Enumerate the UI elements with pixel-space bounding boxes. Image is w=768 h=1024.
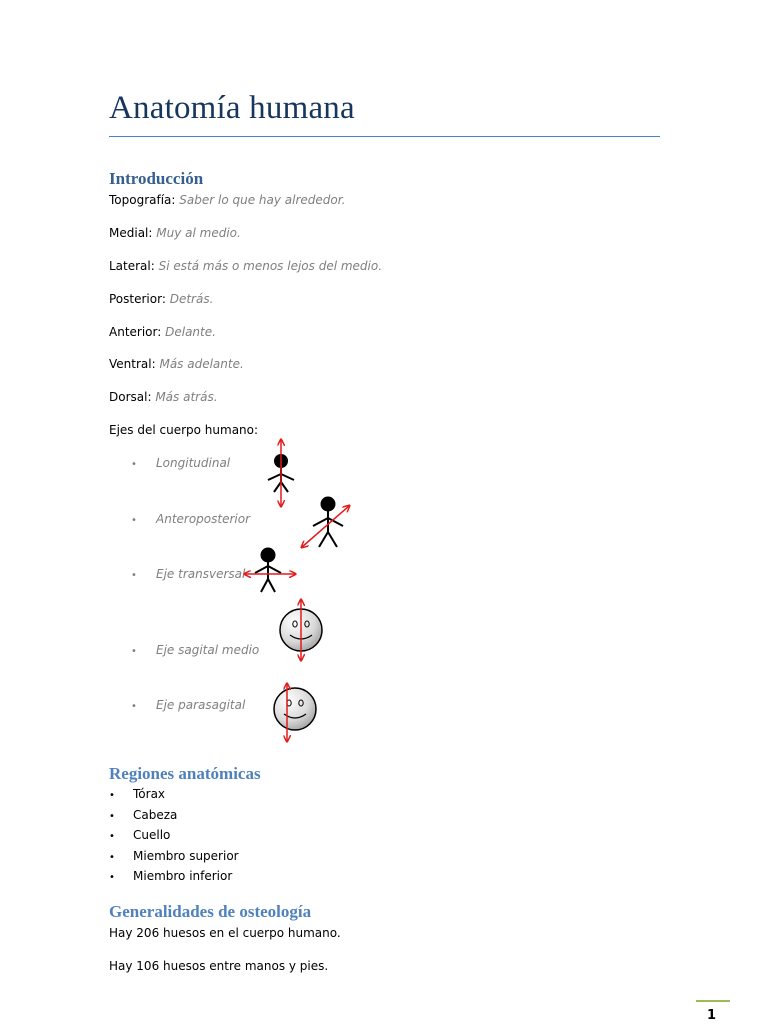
stick-figure-transversal-icon <box>242 545 298 595</box>
face-parasagittal-icon <box>270 681 320 745</box>
bullet-icon: • <box>109 811 115 822</box>
bullet-icon: • <box>131 701 137 712</box>
axis-label: Eje transversal <box>156 567 246 581</box>
bullet-icon: • <box>131 459 137 470</box>
definition-posterior <box>109 292 213 306</box>
definition-lateral <box>109 259 382 273</box>
list-item <box>109 869 232 883</box>
region-label: Miembro inferior <box>133 869 233 883</box>
definition-dorsal <box>109 390 218 404</box>
definition-value: Saber lo que hay alrededor. <box>179 193 346 207</box>
region-label: Miembro superior <box>133 849 239 863</box>
definition-value: Más atrás. <box>155 390 218 404</box>
axis-item-transversal <box>131 567 245 581</box>
definition-value: Muy al medio. <box>156 226 241 240</box>
axis-label: Anteroposterior <box>156 512 251 526</box>
axis-label: Eje sagital medio <box>156 643 260 657</box>
document-title: Anatomía humana <box>109 90 355 126</box>
definition-term: Dorsal: <box>109 390 152 404</box>
definition-ventral <box>109 357 244 371</box>
axis-label: Eje parasagital <box>156 698 246 712</box>
stick-figure-anteroposterior-icon <box>298 494 354 552</box>
axis-item-sagital-medio <box>131 643 259 657</box>
bullet-icon: • <box>131 515 137 526</box>
axis-item-anteroposterior <box>131 512 250 526</box>
title-underline <box>109 136 660 137</box>
definition-topografia <box>109 193 345 207</box>
definition-term: Anterior: <box>109 325 162 339</box>
list-item <box>109 828 170 842</box>
definition-value: Si está más o menos lejos del medio. <box>158 259 383 273</box>
osteology-line-1: Hay 206 huesos en el cuerpo humano. <box>109 926 341 940</box>
region-label: Cabeza <box>133 808 178 822</box>
definition-anterior <box>109 325 216 339</box>
bullet-icon: • <box>131 570 137 581</box>
list-item <box>109 849 239 863</box>
region-label: Cuello <box>133 828 171 842</box>
list-item <box>109 808 177 822</box>
list-item <box>109 787 165 801</box>
definition-term: Topografía: <box>109 193 176 207</box>
stick-figure-longitudinal-icon <box>262 436 302 510</box>
definition-term: Lateral: <box>109 259 155 273</box>
bullet-icon: • <box>109 790 115 801</box>
heading-osteologia: Generalidades de osteología <box>109 902 312 921</box>
axis-item-parasagital <box>131 698 245 712</box>
bullet-icon: • <box>131 646 137 657</box>
region-label: Tórax <box>133 787 166 801</box>
definition-value: Más adelante. <box>159 357 244 371</box>
definition-value: Delante. <box>165 325 216 339</box>
heading-regiones: Regiones anatómicas <box>109 764 261 783</box>
axis-item-longitudinal <box>131 456 230 470</box>
axes-label: Ejes del cuerpo humano: <box>109 423 259 437</box>
definition-term: Medial: <box>109 226 153 240</box>
osteology-line-2: Hay 106 huesos entre manos y pies. <box>109 959 329 973</box>
definition-term: Ventral: <box>109 357 156 371</box>
face-sagittal-medio-icon <box>277 597 325 663</box>
page-number: 1 <box>707 1008 717 1023</box>
definition-medial <box>109 226 241 240</box>
footer-rule <box>696 1000 730 1002</box>
definition-value: Detrás. <box>169 292 214 306</box>
bullet-icon: • <box>109 872 115 883</box>
heading-introduccion: Introducción <box>109 169 204 188</box>
definition-term: Posterior: <box>109 292 166 306</box>
axis-label: Longitudinal <box>156 456 231 470</box>
bullet-icon: • <box>109 831 115 842</box>
bullet-icon: • <box>109 852 115 863</box>
